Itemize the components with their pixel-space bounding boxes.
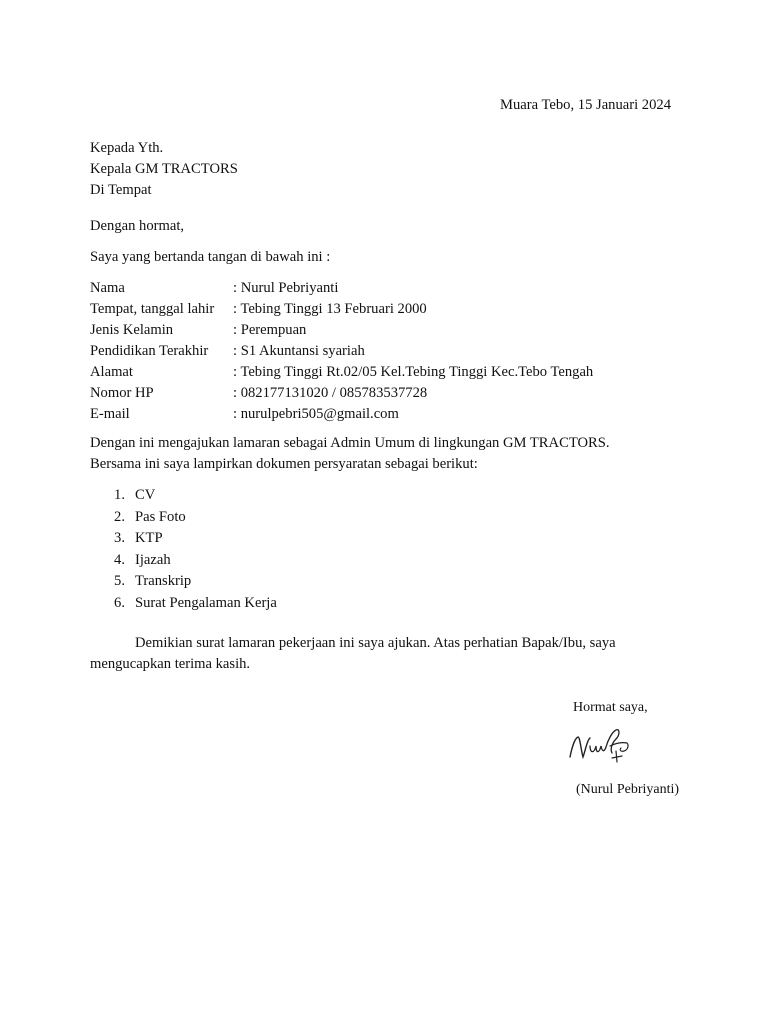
- detail-row: [90, 383, 593, 404]
- list-label: Surat Pengalaman Kerja: [135, 594, 277, 611]
- detail-label: Alamat: [90, 364, 133, 380]
- list-item: [90, 485, 277, 507]
- list-number: 3.: [114, 530, 125, 546]
- detail-row: [90, 278, 593, 299]
- closing-paragraph: [90, 633, 650, 675]
- detail-value: : nurulpebri505@gmail.com: [233, 406, 399, 422]
- applicant-details-table: [90, 278, 593, 425]
- detail-value: : 082177131020 / 085783537728: [233, 385, 428, 401]
- detail-label: E-mail: [90, 406, 130, 422]
- detail-value: : Tebing Tinggi Rt.02/05 Kel.Tebing Tinggi Kec.Tebo Tengah: [233, 364, 594, 380]
- list-label: Ijazah: [135, 551, 171, 568]
- detail-value: : Tebing Tinggi 13 Februari 2000: [233, 301, 427, 317]
- list-number: 2.: [114, 508, 125, 525]
- recipient-line: Kepala GM TRACTORS: [90, 161, 238, 177]
- list-label: Pas Foto: [135, 508, 186, 525]
- detail-value: : Nurul Pebriyanti: [233, 280, 339, 296]
- list-label: Transkrip: [135, 573, 192, 589]
- list-item: [90, 528, 277, 550]
- body-line: Dengan ini mengajukan lamaran sebagai Admin Umum di lingkungan GM TRACTORS.: [90, 435, 610, 451]
- closing-text: Demikian surat lamaran pekerjaan ini saya ajukan. Atas perhatian Bapak/Ibu, saya mengucapkan terima kasih.: [90, 635, 616, 672]
- detail-value: : S1 Akuntansi syariah: [233, 343, 365, 359]
- attachment-list: [90, 485, 277, 614]
- list-item: [90, 593, 277, 615]
- list-number: 6.: [114, 594, 125, 611]
- list-label: KTP: [135, 530, 163, 546]
- recipient-line: Kepada Yth.: [90, 140, 164, 156]
- detail-label: Nomor HP: [90, 385, 154, 401]
- place-date: Muara Tebo, 15 Januari 2024: [500, 97, 671, 113]
- detail-label: Jenis Kelamin: [90, 322, 174, 338]
- detail-label: Nama: [90, 280, 125, 296]
- list-number: 4.: [114, 551, 125, 568]
- list-item: [90, 571, 277, 593]
- detail-row: [90, 299, 593, 320]
- detail-label: Tempat, tanggal lahir: [90, 301, 215, 317]
- body-line: Bersama ini saya lampirkan dokumen persyaratan sebagai berikut:: [90, 456, 478, 472]
- detail-row: [90, 320, 593, 341]
- salutation: Dengan hormat,: [90, 218, 185, 234]
- regards-text: Hormat saya,: [573, 700, 648, 715]
- detail-row: [90, 341, 593, 362]
- list-label: CV: [135, 487, 156, 503]
- list-item: [90, 507, 277, 529]
- list-number: 5.: [114, 573, 125, 589]
- list-number: 1.: [114, 487, 125, 503]
- intro-line: Saya yang bertanda tangan di bawah ini :: [90, 249, 331, 265]
- recipient-block: [90, 138, 238, 201]
- detail-row: [90, 404, 593, 425]
- detail-value: : Perempuan: [233, 322, 307, 338]
- signer-name: (Nurul Pebriyanti): [576, 782, 680, 797]
- handwritten-signature: [566, 722, 642, 770]
- list-item: [90, 550, 277, 572]
- application-paragraph: [90, 433, 610, 475]
- recipient-line: Di Tempat: [90, 182, 152, 198]
- detail-label: Pendidikan Terakhir: [90, 343, 209, 359]
- detail-row: [90, 362, 593, 383]
